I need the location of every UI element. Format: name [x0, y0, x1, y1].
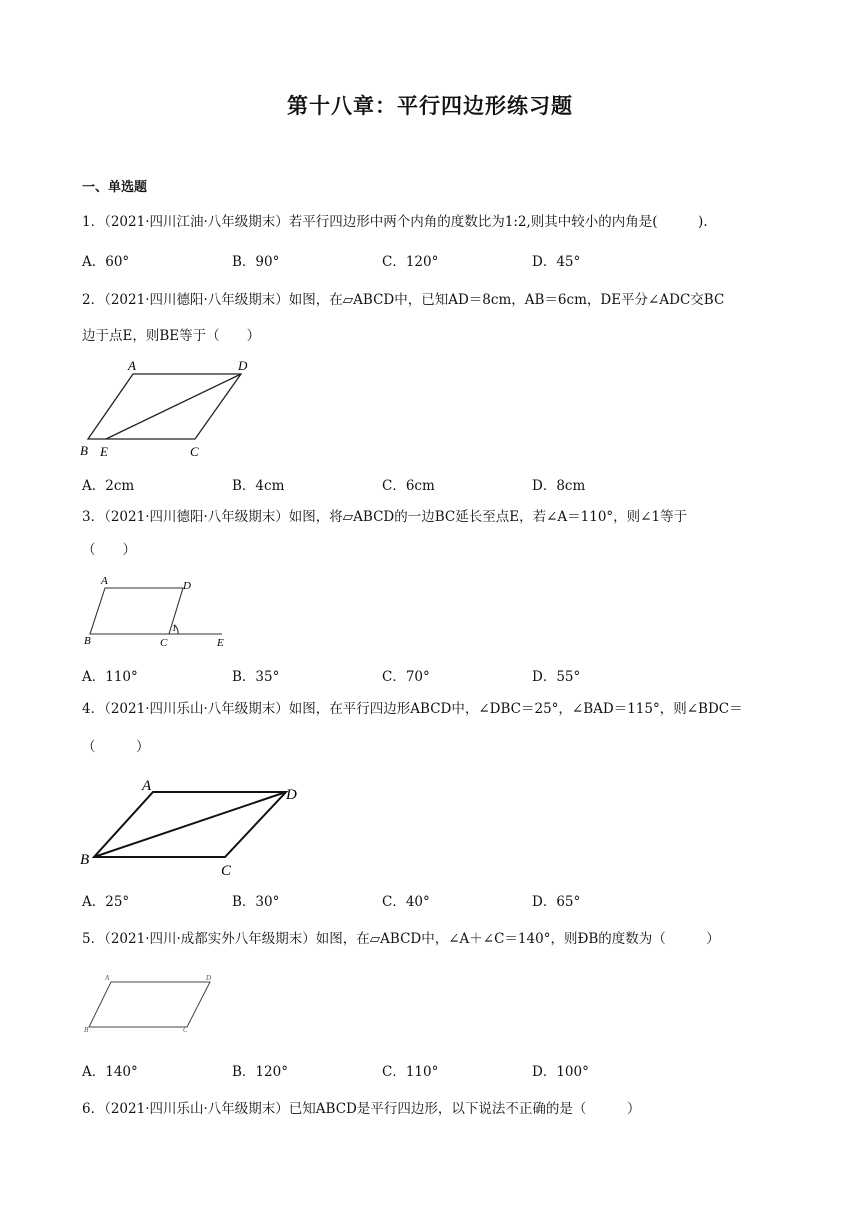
- question-2-stem-line1: 2．（2021·四川德阳·八年级期末）如图，在▱ABCD中，已知AD＝8cm，AB＝6cm，DE平分∠ADC交BC: [82, 292, 725, 308]
- q4-label-b: B: [80, 852, 90, 868]
- question-5-stem: 5．（2021·四川·成都实外八年级期末）如图，在▱ABCD中，∠A＋∠C＝140°，则ÐB的度数为（ ）: [82, 931, 720, 947]
- q5-parallelogram: [89, 982, 210, 1027]
- q2-parallelogram-figure: [78, 356, 268, 462]
- q3-label-c: C: [160, 637, 168, 649]
- q5-option-a: A．140°: [82, 1064, 138, 1080]
- q2-label-c: C: [190, 444, 199, 459]
- q3-option-d: D．55°: [532, 669, 581, 685]
- q4-label-c: C: [221, 863, 232, 879]
- q3-option-a: A．110°: [82, 669, 138, 685]
- q5-option-c: C．110°: [382, 1064, 439, 1080]
- q2-option-d: D．8cm: [532, 478, 586, 494]
- q3-option-c: C．70°: [382, 669, 430, 685]
- q5-label-d: D: [206, 974, 212, 982]
- q1-option-d: D．45°: [532, 254, 581, 270]
- q3-option-b: B．35°: [232, 669, 280, 685]
- q4-parallelogram-figure: [78, 772, 310, 882]
- q5-label-c: C: [183, 1026, 188, 1034]
- q3-parallelogram-figure: [82, 572, 242, 654]
- q2-label-e: E: [100, 444, 108, 459]
- q2-label-d: D: [238, 358, 248, 373]
- q3-parallelogram: [90, 588, 183, 634]
- page-title: 第十八章：平行四边形练习题: [287, 94, 573, 118]
- q3-label-a: A: [101, 575, 108, 587]
- question-4-stem-line1: 4．（2021·四川乐山·八年级期末）如图，在平行四边形ABCD中，∠DBC＝25°，∠BAD＝115°，则∠BDC＝: [82, 701, 743, 717]
- q3-label-b: B: [84, 635, 91, 647]
- q5-label-b: B: [84, 1026, 89, 1034]
- q2-option-a: A．2cm: [82, 478, 135, 494]
- q2-option-c: C．6cm: [382, 478, 435, 494]
- q5-label-a: A: [105, 974, 110, 982]
- q5-option-d: D．100°: [532, 1064, 589, 1080]
- question-2-stem-line2: 边于点E，则BE等于（ ）: [82, 328, 261, 344]
- q3-label-angle-1: 1: [172, 623, 177, 633]
- question-6-stem: 6．（2021·四川乐山·八年级期末）已知ABCD是平行四边形，以下说法不正确的是（ ）: [82, 1101, 641, 1117]
- q2-label-a: A: [128, 358, 136, 373]
- q4-label-a: A: [142, 778, 152, 794]
- q5-parallelogram-figure: [82, 970, 220, 1034]
- question-3-stem-line2: （ ）: [82, 542, 136, 558]
- q4-option-b: B．30°: [232, 894, 280, 910]
- q4-label-d: D: [286, 787, 297, 803]
- q4-option-a: A．25°: [82, 894, 130, 910]
- q4-option-c: C．40°: [382, 894, 430, 910]
- q1-option-c: C．120°: [382, 254, 439, 270]
- question-4-stem-line2: （ ）: [82, 739, 150, 755]
- q2-label-b: B: [80, 443, 88, 458]
- q3-label-e: E: [217, 637, 224, 649]
- q3-label-d: D: [183, 580, 191, 592]
- q5-option-b: B．120°: [232, 1064, 288, 1080]
- section-heading: 一、单选题: [82, 180, 148, 195]
- q2-parallelogram: [88, 374, 241, 439]
- q4-option-d: D．65°: [532, 894, 581, 910]
- q1-option-a: A．60°: [82, 254, 130, 270]
- question-3-stem-line1: 3．（2021·四川德阳·八年级期末）如图，将▱ABCD的一边BC延长至点E，若∠A＝110°，则∠1等于: [82, 509, 688, 525]
- question-1-stem: 1．（2021·四川江油·八年级期末）若平行四边形中两个内角的度数比为1:2,则其中较小的内角是( ).: [82, 214, 708, 230]
- q1-option-b: B．90°: [232, 254, 280, 270]
- q2-option-b: B．4cm: [232, 478, 285, 494]
